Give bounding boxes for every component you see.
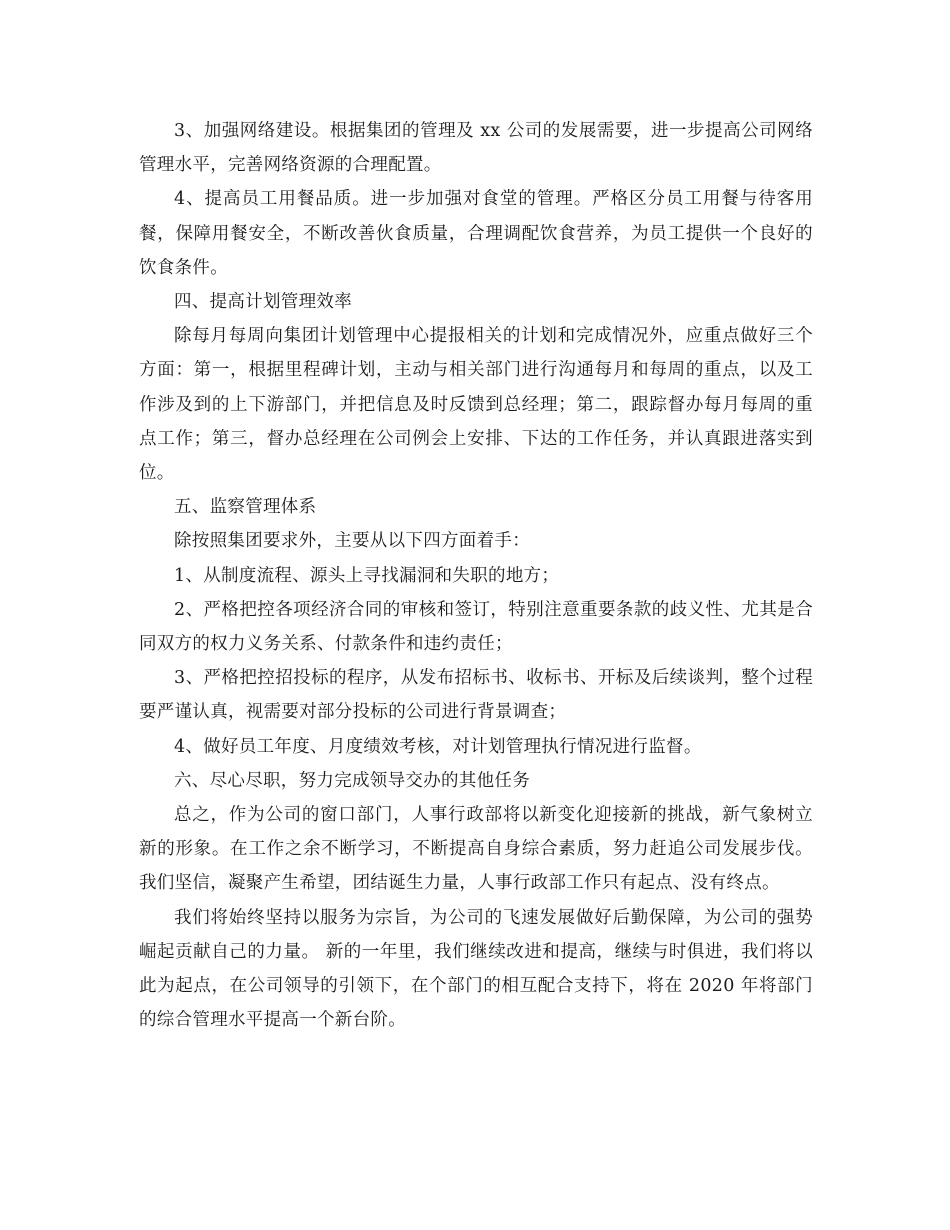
paragraph-network-construction: 3、加强网络建设。根据集团的管理及 xx 公司的发展需要，进一步提高公司网络管理水平，完善网络资源的合理配置。 (139, 121, 813, 176)
document-body (139, 114, 813, 1037)
paragraph-closing: 我们将始终坚持以服务为宗旨，为公司的飞速发展做好后勤保障，为公司的强势崛起贡献自己的力量。 新的一年里，我们继续改进和提高，继续与时俱进，我们将以此为起点，在公司领导的引领下，在个部门的相互配合支持下，将在 2020 年将部门的综合管理水平提高一个新台阶。 (139, 907, 813, 1031)
section-heading-supervision: 五、监察管理体系 (174, 497, 317, 518)
list-item-supervision-3: 3、严格把控招投标的程序，从发布招标书、收标书、开标及后续谈判，整个过程要严谨认真，视需要对部分投标的公司进行背景调查； (139, 668, 813, 723)
list-item-supervision-2: 2、严格把控各项经济合同的审核和签订，特别注意重要条款的歧义性、尤其是合同双方的权力义务关系、付款条件和违约责任； (139, 599, 813, 655)
section-heading-plan-management: 四、提高计划管理效率 (174, 292, 352, 313)
paragraph-summary: 总之，作为公司的窗口部门，人事行政部将以新变化迎接新的挑战，新气象树立新的形象。在工作之余不断学习，不断提高自身综合素质，努力赶追公司发展步伐。我们坚信，凝聚产生希望，团结诞生力量，人事行政部工作只有起点、没有终点。 (139, 805, 813, 894)
paragraph-plan-management: 除每月每周向集团计划管理中心提报相关的计划和完成情况外，应重点做好三个方面：第一，根据里程碑计划，主动与相关部门进行沟通每月和每周的重点，以及工作涉及到的上下游部门，并把信息及时反馈到总经理；第二，跟踪督办每月每周的重点工作；第三，督办总经理在公司例会上安排、下达的工作任务，并认真跟进落实到位。 (139, 326, 813, 484)
list-item-supervision-4: 4、做好员工年度、月度绩效考核，对计划管理执行情况进行监督。 (174, 736, 702, 757)
list-item-supervision-1: 1、从制度流程、源头上寻找漏洞和失职的地方； (174, 565, 560, 586)
paragraph-staff-meal-quality: 4、提高员工用餐品质。进一步加强对食堂的管理。严格区分员工用餐与待客用餐，保障用餐安全，不断改善伙食质量，合理调配饮食营养，为员工提供一个良好的饮食条件。 (139, 189, 813, 278)
section-heading-other-tasks: 六、尽心尽职，努力完成领导交办的其他任务 (174, 770, 530, 791)
paragraph-supervision-intro: 除按照集团要求外，主要从以下四方面着手： (174, 531, 530, 552)
